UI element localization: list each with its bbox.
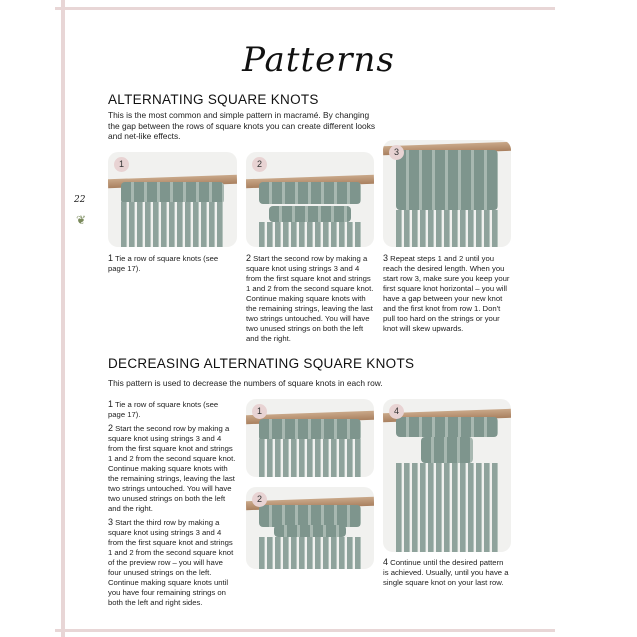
decrease-photos-right xyxy=(383,399,511,608)
step-photo-2 xyxy=(246,152,374,247)
margin-rule-bottom xyxy=(55,629,555,632)
decrease-photo-4 xyxy=(383,399,511,552)
step-number-badge: 2 xyxy=(252,492,267,507)
leaf-icon: ❦ xyxy=(76,213,87,227)
step-photo-3 xyxy=(383,140,511,247)
section-intro: This pattern is used to decrease the numbers of square knots in each row. xyxy=(108,378,383,388)
step-text: Repeat steps 1 and 2 until you reach the desired length. When you start row 3, make sure you keep your first square knot horizontal – you will have a gap between your new knot and the first knot from row 1. Don't pull too hard on the strings or your knot will skew upwards. xyxy=(383,254,510,333)
page-number: 22 xyxy=(74,195,86,205)
step-number: 4 xyxy=(383,556,389,567)
step-text: Tie a row of square knots (see page 17). xyxy=(108,254,219,273)
step-captions-row xyxy=(108,253,511,344)
step-number: 1 xyxy=(108,398,114,409)
step-number-badge: 1 xyxy=(114,157,129,172)
step-photo-1 xyxy=(108,152,237,247)
step-number: 1 xyxy=(108,253,114,263)
section-heading: ALTERNATING SQUARE KNOTS xyxy=(108,92,319,107)
step-number: 2 xyxy=(108,422,114,433)
step-2 xyxy=(108,423,237,514)
step-3 xyxy=(108,517,237,608)
content-flow xyxy=(108,253,511,608)
step-caption-1 xyxy=(108,253,237,344)
decrease-photos-middle xyxy=(246,399,374,608)
decrease-photo-1 xyxy=(246,399,374,477)
section-heading: DECREASING ALTERNATING SQUARE KNOTS xyxy=(108,356,415,371)
margin-rule-vertical xyxy=(61,0,65,637)
decrease-photo-2 xyxy=(246,487,374,569)
margin-rule-top xyxy=(55,7,555,10)
step-1 xyxy=(108,399,237,420)
step-text: Start the second row by making a square knot using strings 3 and 4 from the first square knot and strings 1 and 2 from the second square knot. Continue making square knots with the remaining strings, leaving the last two strings untouched. You will have two unused strings on both the left and the right. xyxy=(246,254,374,343)
step-number-badge: 4 xyxy=(389,404,404,419)
step-number: 3 xyxy=(108,516,114,527)
step-number-badge: 2 xyxy=(252,157,267,172)
step-number-badge: 1 xyxy=(252,404,267,419)
step-number-badge: 3 xyxy=(389,145,404,160)
step-text: Start the third row by making a square knot using strings 3 and 4 from the first square knot and strings 1 and 2 from the second square knot of the preview row – you will have four unused strings on the left. Continue making square knots until you have four remaining strings on both the left and right sides. xyxy=(108,517,234,607)
step-caption-2 xyxy=(246,253,374,344)
step-caption-3 xyxy=(383,253,511,344)
page-title: Patterns xyxy=(242,40,395,80)
step-number: 2 xyxy=(246,253,252,263)
section-intro: This is the most common and simple pattern in macramé. By changing the gap between the rows of square knots you can create different looks and net-like effects. xyxy=(108,110,376,142)
step-text: Tie a row of square knots (see page 17). xyxy=(108,399,219,419)
step-text: Start the second row by making a square knot using strings 3 and 4 from the first square knot and strings 1 and 2 from the second square knot. Continue making square knots with the remaining strings, leaving the last two strings untouched. You will have two unused strings on both the left and the right. xyxy=(108,423,236,513)
step-list xyxy=(108,399,237,608)
step-caption-4 xyxy=(383,557,511,588)
step-text: Continue until the desired pattern is achieved. Usually, until you have a single square knot on your last row. xyxy=(383,557,509,587)
step-number: 3 xyxy=(383,253,389,263)
decrease-row xyxy=(108,399,511,608)
